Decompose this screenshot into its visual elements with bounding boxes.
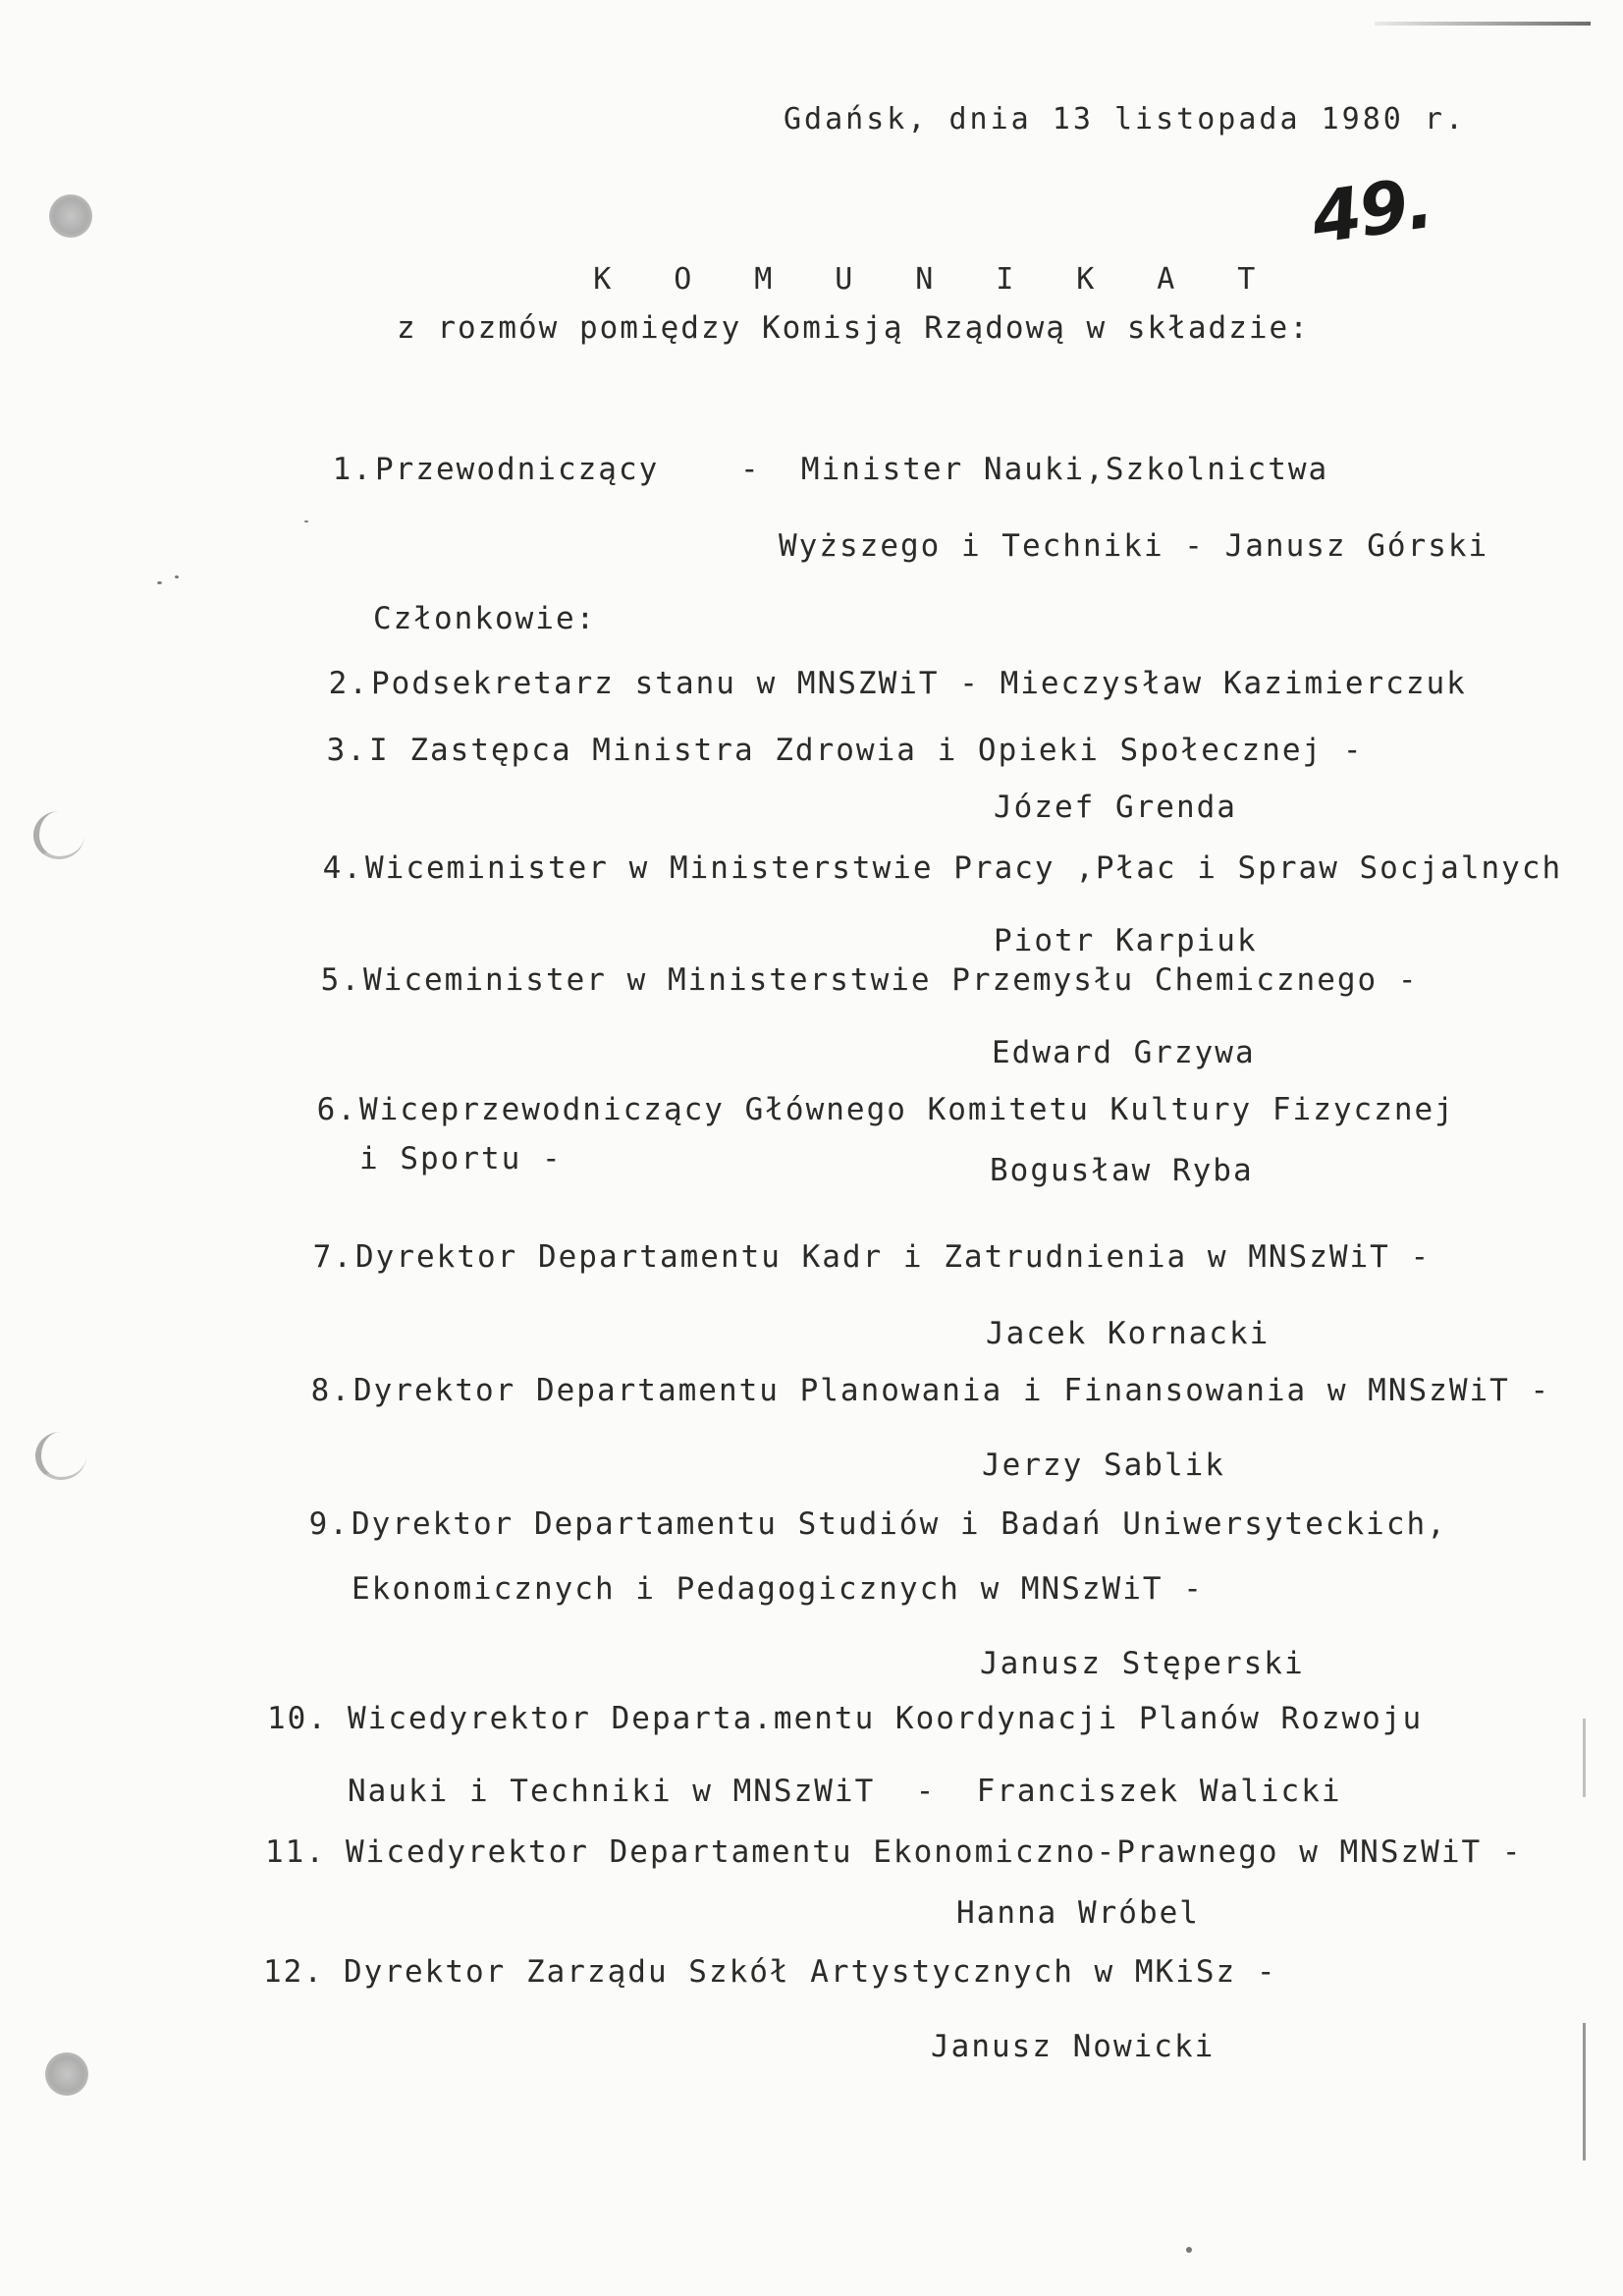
entry-line: Wicedyrektor Departamentu Ekonomiczno-Prawnego w MNSzWiT - <box>346 1834 1523 1870</box>
entry-number: 5. <box>320 962 361 998</box>
entry-name: Jacek Kornacki <box>986 1316 1271 1351</box>
entry-number: 8. <box>310 1373 352 1408</box>
entry-line: Podsekretarz stanu w MNSZWiT - Mieczysław Kazimierczuk <box>371 666 1467 701</box>
title-letter: A <box>1157 262 1175 297</box>
scan-speck <box>157 581 162 584</box>
entry-line: Wicedyrektor Departa.mentu Koordynacji Planów Rozwoju <box>348 1701 1424 1736</box>
title-letter: O <box>674 262 692 297</box>
entry-line: Dyrektor Zarządu Szkół Artystycznych w MKiSz - <box>344 1954 1277 1990</box>
punch-hole-mark <box>33 811 84 859</box>
entry-number: 6. <box>316 1092 357 1127</box>
title-letter: K <box>593 262 612 297</box>
scan-edge-mark <box>1583 1719 1586 1797</box>
entry-number: 7. <box>312 1239 353 1275</box>
entry-name: Jerzy Sablik <box>982 1448 1225 1483</box>
members-label: Członkowie: <box>373 601 597 636</box>
entry-line: Wiceminister w Ministerstwie Pracy ,Płac i Spraw Socjalnych <box>365 850 1563 886</box>
entry-line: Nauki i Techniki w MNSzWiT - Franciszek Walicki <box>348 1774 1342 1809</box>
entry-number: 12. <box>263 1954 324 1990</box>
title-letter: U <box>835 262 853 297</box>
punch-hole <box>45 2052 88 2096</box>
entry-number: 1. <box>332 452 373 487</box>
entry-number: 2. <box>328 666 369 701</box>
entry-name: Bogusław Ryba <box>990 1153 1254 1188</box>
entry-name: Janusz Nowicki <box>931 2029 1216 2064</box>
entry-number: 4. <box>322 850 363 886</box>
entry-name: Wyższego i Techniki - Janusz Górski <box>779 528 1489 564</box>
entry-line: Ekonomicznych i Pedagogicznych w MNSzWiT - <box>352 1571 1204 1607</box>
scan-speck <box>1186 2247 1192 2253</box>
entry-name: Janusz Stęperski <box>980 1646 1305 1681</box>
document-date: Gdańsk, dnia 13 listopada 1980 r. <box>784 102 1467 137</box>
title-letter: M <box>754 262 773 297</box>
punch-hole-mark <box>35 1432 86 1480</box>
title-letter: T <box>1237 262 1256 297</box>
scan-speck <box>175 575 179 578</box>
entry-name: Józef Grenda <box>994 790 1237 825</box>
entry-name: Piotr Karpiuk <box>994 923 1258 958</box>
entry-number: 3. <box>326 733 367 768</box>
entry-number: 9. <box>308 1506 350 1542</box>
entry-number: 11. <box>265 1834 326 1870</box>
entry-name: Edward Grzywa <box>992 1035 1256 1070</box>
entry-line: Przewodniczący - Minister Nauki,Szkolnictwa <box>375 452 1329 487</box>
scan-speck <box>304 520 308 522</box>
title-letter: K <box>1076 262 1095 297</box>
entry-line: Dyrektor Departamentu Studiów i Badań Uniwersyteckich, <box>352 1506 1447 1542</box>
document-subtitle: z rozmów pomiędzy Komisją Rządową w składzie: <box>397 310 1310 346</box>
entry-line: Wiceprzewodniczący Głównego Komitetu Kultury Fizycznej <box>359 1092 1455 1127</box>
handwritten-page-number: 49. <box>1306 160 1436 260</box>
title-letter: N <box>915 262 934 297</box>
punch-hole <box>49 194 92 238</box>
entry-line: Dyrektor Departamentu Planowania i Finansowania w MNSzWiT - <box>353 1373 1551 1408</box>
entry-name: Hanna Wróbel <box>956 1895 1200 1931</box>
entry-line: Wiceminister w Ministerstwie Przemysłu Chemicznego - <box>363 962 1419 998</box>
scan-mark <box>1375 22 1591 26</box>
entry-line: Dyrektor Departamentu Kadr i Zatrudnienia w MNSzWiT - <box>355 1239 1432 1275</box>
title-letter: I <box>996 262 1014 297</box>
entry-number: 10. <box>267 1701 328 1736</box>
entry-line: I Zastępca Ministra Zdrowia i Opieki Społecznej - <box>369 733 1364 768</box>
scan-edge-mark <box>1583 2023 1586 2160</box>
entry-line: i Sportu - <box>359 1141 563 1176</box>
